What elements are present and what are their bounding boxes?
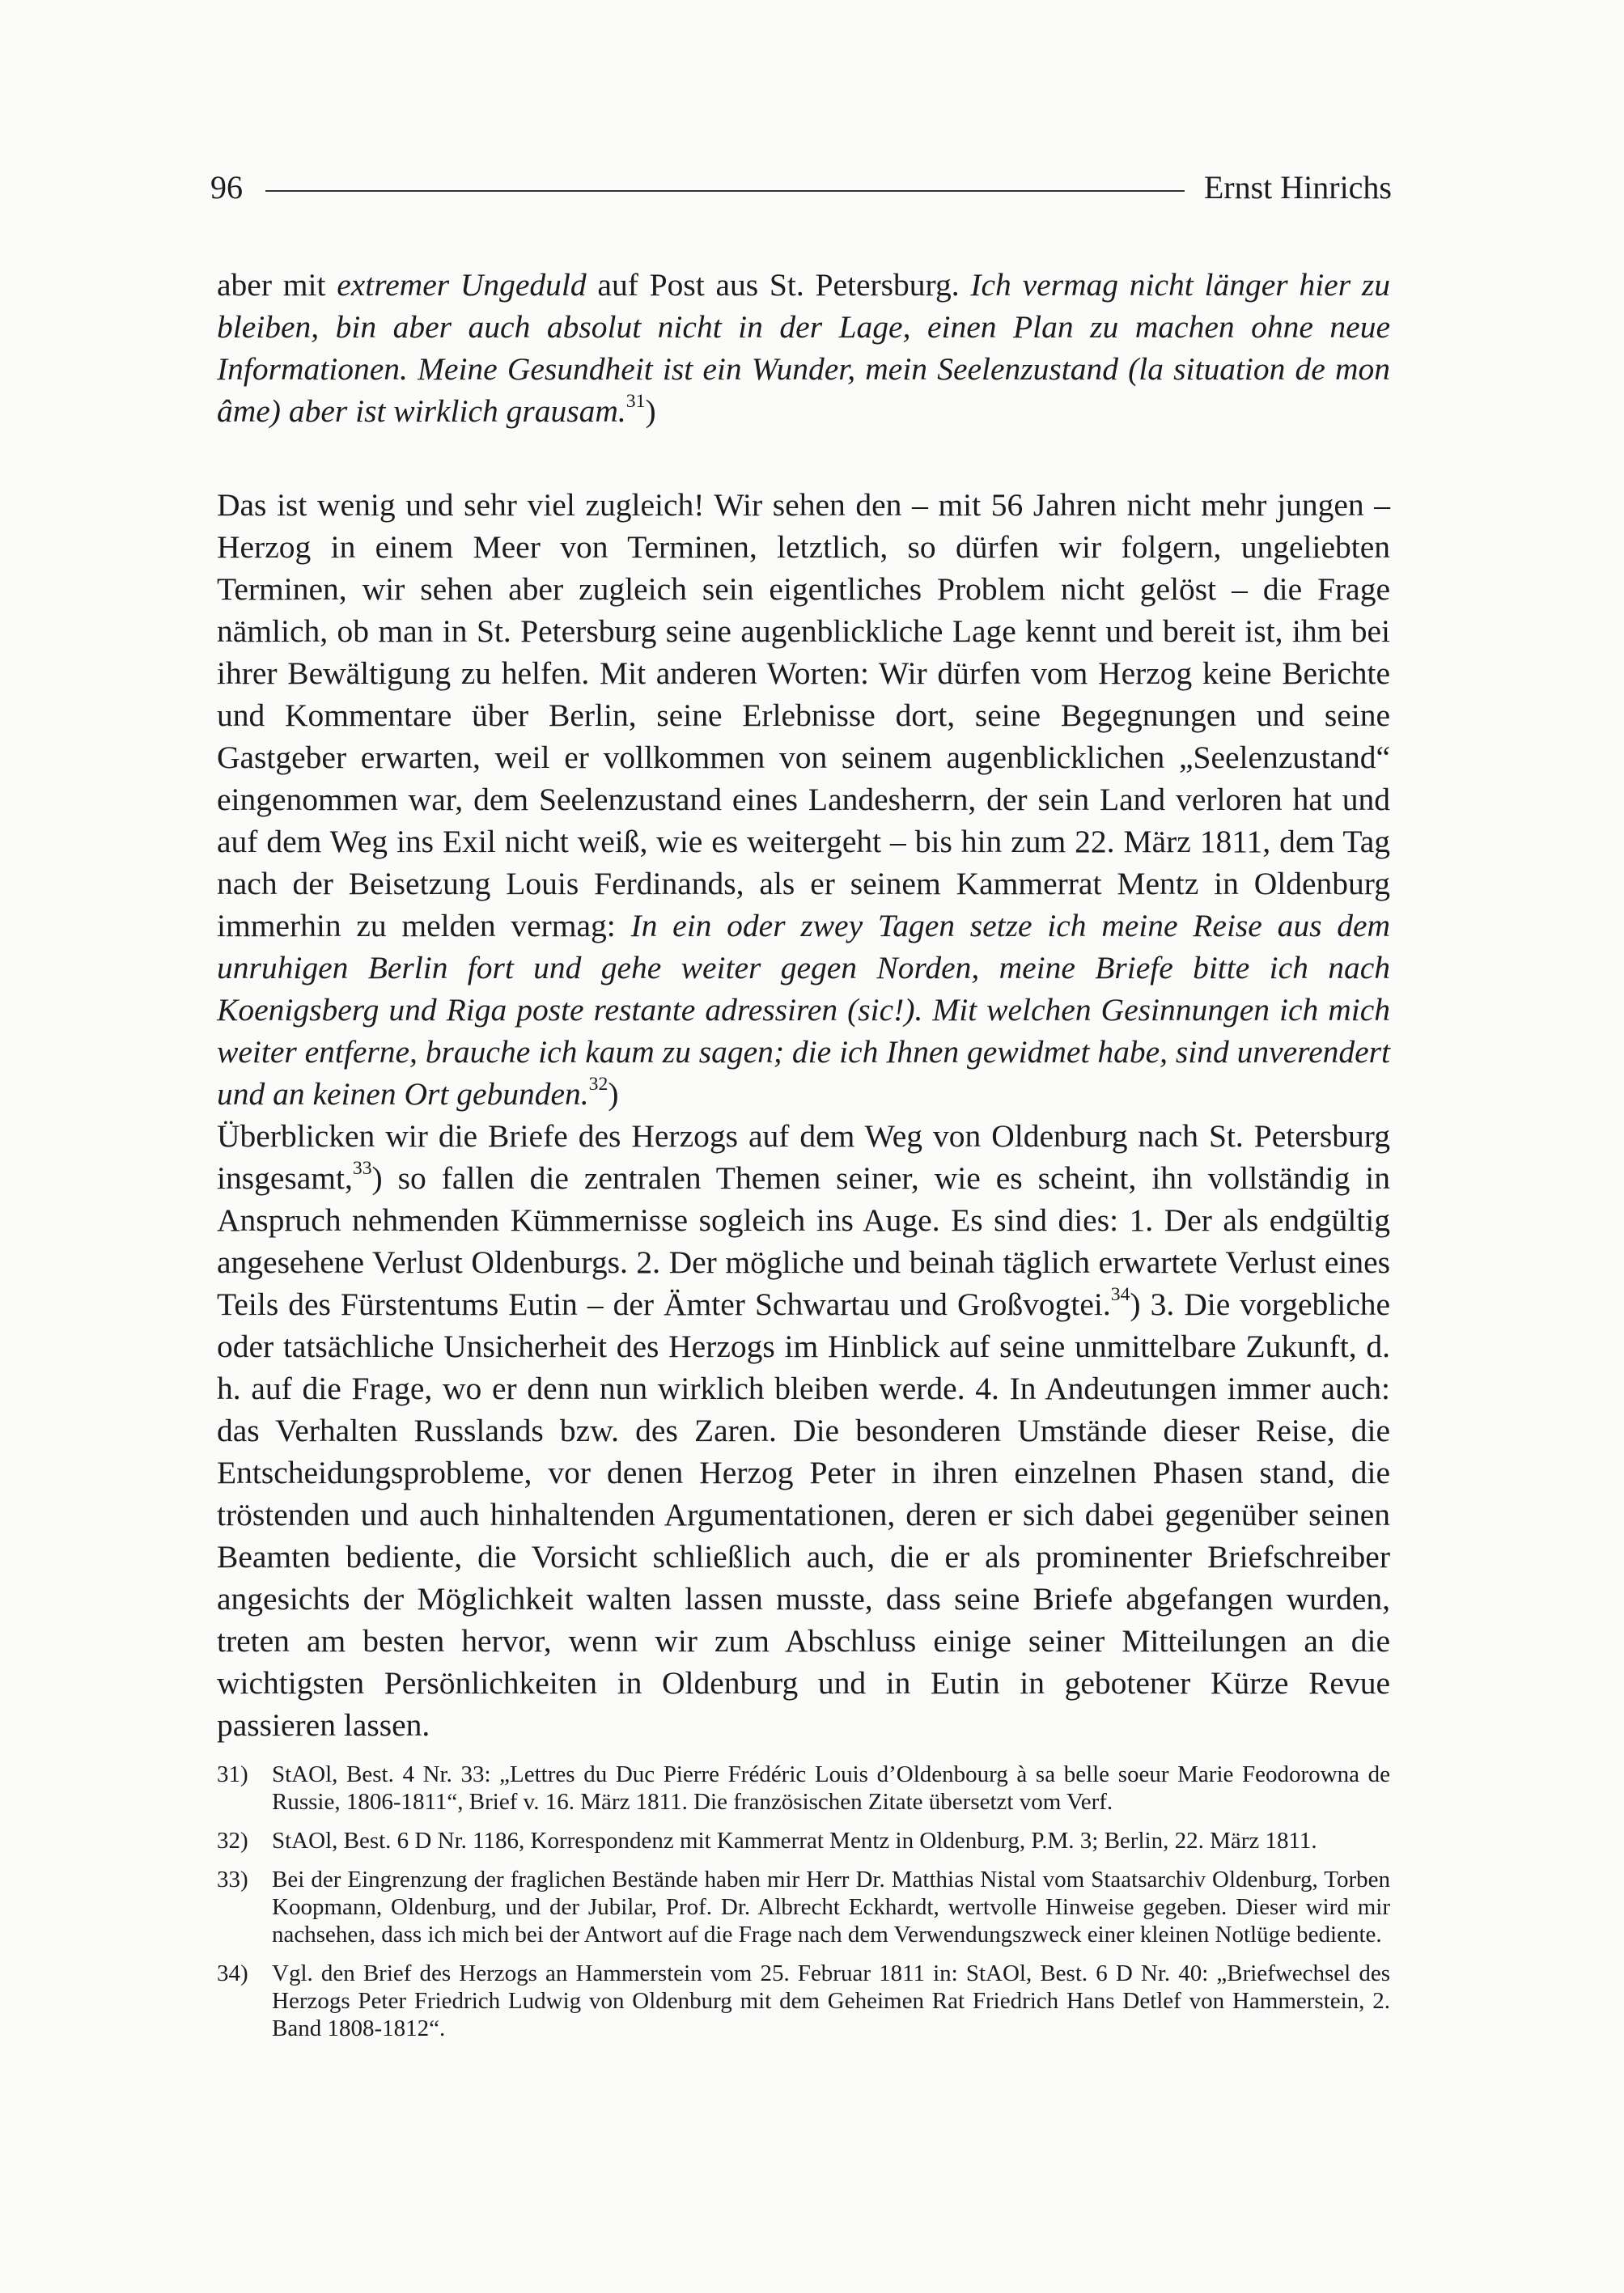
text-run: auf Post aus St. Petersburg. (586, 267, 971, 303)
text-run: ) so fallen die zentralen Themen seiner, wie es scheint, ihn vollständig in Anspruch nehmenden Kümmernisse sogleich ins Auge. Es sind dies: 1. Der als endgültig angesehene Verlust Oldenburgs. 2. Der mögliche und beinah täglich erwartete Verlust eines Teils des Fürstentums Eutin – der Ämter Schwartau und Großvogtei. (217, 1160, 1390, 1322)
footnote-ref-32[interactable]: 32 (588, 1074, 608, 1096)
ref-close: ) (645, 393, 656, 429)
text-run: aber mit (217, 267, 337, 303)
ref-close: ) (608, 1076, 619, 1112)
main-text (217, 264, 1390, 1746)
paragraph-3 (217, 1115, 1390, 1746)
footnote (217, 1827, 1390, 1854)
footnotes (217, 1761, 1390, 2054)
paragraph-gap (217, 432, 1390, 484)
footnote-number: 33) (217, 1867, 248, 1892)
footnote-text: Bei der Eingrenzung der fraglichen Bestände haben mir Herr Dr. Matthias Nistal vom Staatsarchiv Oldenburg, Torben Koopmann, Oldenburg, und der Jubilar, Prof. Dr. Albrecht Eckhardt, wertvolle Hinweise gegeben. Dieser wird mir nachsehen, dass ich mich bei der Antwort auf die Frage nach dem Verwendungszweck einer kleinen Notlüge bediente. (272, 1867, 1390, 1948)
footnote-ref-31[interactable]: 31 (625, 391, 646, 413)
quotation: Ich vermag nicht länger hier zu bleiben, bin aber auch absolut nicht in der Lage, einen Plan zu machen ohne neue Informationen. Meine Gesundheit ist ein Wunder, mein Seelenzustand (la situation de mon âme) aber ist wirklich grausam. (217, 267, 1390, 429)
footnote-ref-34[interactable]: 34 (1110, 1284, 1130, 1306)
footnote (217, 1866, 1390, 1948)
footnote-number: 32) (217, 1828, 248, 1854)
footnote-text: StAOl, Best. 6 D Nr. 1186, Korrespondenz mit Kammerrat Mentz in Oldenburg, P.M. 3; Berlin, 22. März 1811. (272, 1828, 1317, 1854)
text-run: Überblicken wir die Briefe des Herzogs auf dem Weg von Oldenburg nach St. Petersburg insgesamt, (217, 1118, 1390, 1196)
running-title: Ernst Hinrichs (1203, 169, 1392, 206)
header-rule (265, 190, 1185, 192)
footnote-text: Vgl. den Brief des Herzogs an Hammerstein vom 25. Februar 1811 in: StAOl, Best. 6 D Nr. 40: „Briefwechsel des Herzogs Peter Friedrich Ludwig von Oldenburg mit dem Geheimen Rat Friedrich Hans Detlef von Hammerstein, 2. Band 1808-1812“. (272, 1960, 1390, 2041)
footnote-ref-33[interactable]: 33 (352, 1158, 372, 1180)
paragraph-1 (217, 264, 1390, 432)
running-header (210, 168, 1392, 206)
quotation: In ein oder zwey Tagen setze ich meine Reise aus dem unruhigen Berlin fort und gehe weiter gegen Norden, meine Briefe bitte ich nach Koenigsberg und Riga poste restante adressiren (sic!). Mit welchen Gesinnungen ich mich weiter entferne, brauche ich kaum zu sagen; die ich Ihnen gewidmet habe, sind unverendert und an keinen Ort gebunden. (217, 908, 1391, 1112)
footnote-number: 31) (217, 1761, 248, 1787)
emphasis: extremer Ungeduld (337, 267, 587, 303)
footnote (217, 1761, 1390, 1816)
footnote-number: 34) (217, 1960, 248, 1986)
page-number: 96 (210, 169, 243, 206)
text-run: ) 3. Die vorgebliche oder tatsächliche Unsicherheit des Herzogs im Hinblick auf seine unmittelbare Zukunft, d. h. auf die Frage, wo er denn nun wirklich bleiben werde. 4. In Andeutungen immer auch: das Verhalten Russlands bzw. des Zaren. Die besonderen Umstände dieser Reise, die Entscheidungsprobleme, vor denen Herzog Peter in ihren einzelnen Phasen stand, die tröstenden und auch hinhaltenden Argumentationen, deren er sich dabei gegenüber seinen Beamten bediente, die Vorsicht schließlich auch, die er als prominenter Briefschreiber angesichts der Möglichkeit walten lassen musste, dass seine Briefe abgefangen wurden, treten am besten hervor, wenn wir zum Abschluss einige seiner Mitteilungen an die wichtigsten Persönlichkeiten in Oldenburg und in Eutin in gebotener Kürze Revue passieren lassen. (217, 1286, 1391, 1743)
footnote (217, 1960, 1390, 2042)
text-run: Das ist wenig und sehr viel zugleich! Wir sehen den – mit 56 Jahren nicht mehr jungen – Herzog in einem Meer von Terminen, letztlich, so dürfen wir folgern, ungeliebten Terminen, wir sehen aber zugleich sein eigentliches Problem nicht gelöst – die Frage nämlich, ob man in St. Petersburg seine augenblickliche Lage kennt und bereit ist, ihm bei ihrer Bewältigung zu helfen. Mit anderen Worten: Wir dürfen vom Herzog keine Berichte und Kommentare über Berlin, seine Erlebnisse dort, seine Begegnungen und seine Gastgeber erwarten, weil er vollkommen von seinem augenblicklichen „Seelenzustand“ eingenommen war, dem Seelenzustand eines Landesherrn, der sein Land verloren hat und auf dem Weg ins Exil nicht weiß, wie es weitergeht – bis hin zum 22. März 1811, dem Tag nach der Beisetzung Louis Ferdinands, als er seinem Kammerrat Mentz in Oldenburg immerhin zu melden vermag: (217, 487, 1390, 943)
paragraph-2 (217, 484, 1390, 1115)
footnote-text: StAOl, Best. 4 Nr. 33: „Lettres du Duc Pierre Frédéric Louis d’Oldenbourg à sa belle soeur Marie Feodorowna de Russie, 1806-1811“, Brief v. 16. März 1811. Die französischen Zitate übersetzt vom Verf. (272, 1761, 1390, 1815)
